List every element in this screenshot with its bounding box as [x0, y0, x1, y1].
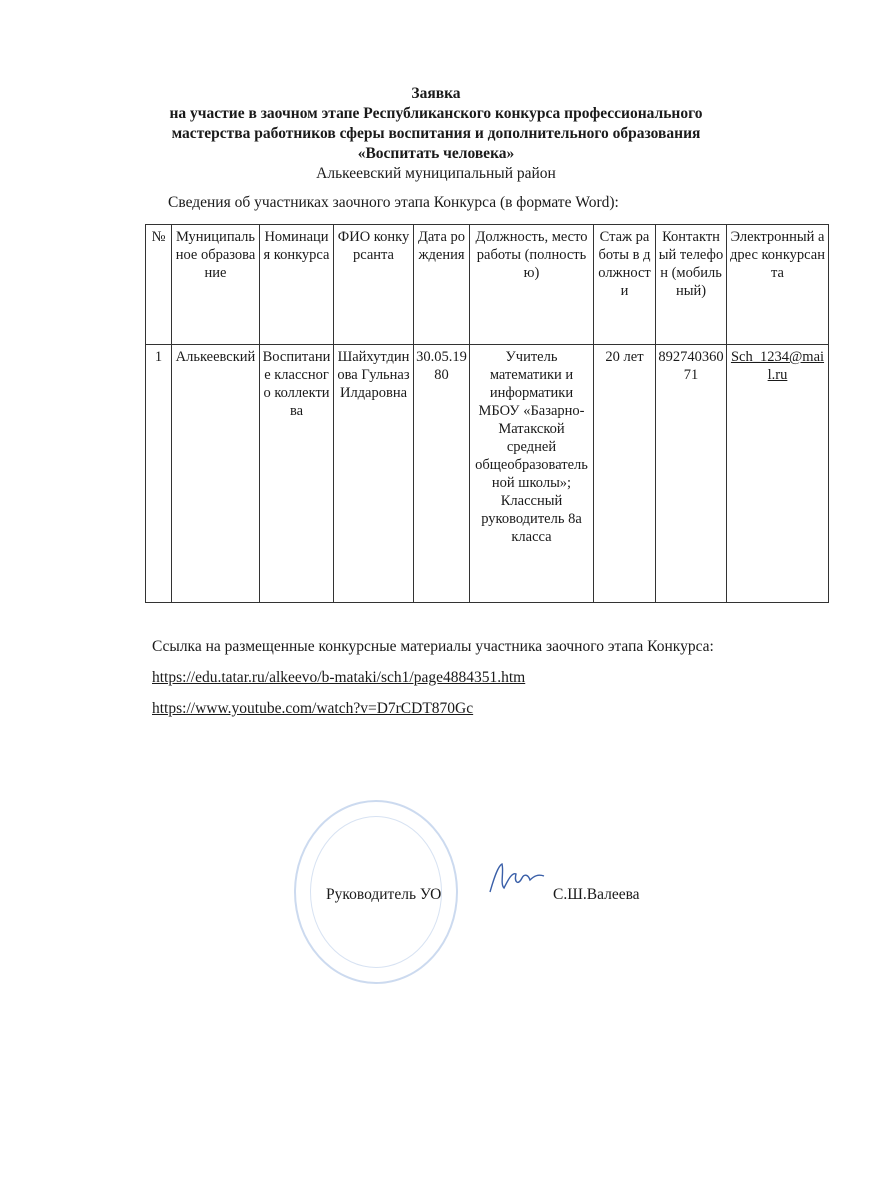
- subtitle-line-2: мастерства работников сферы воспитания и дополнительного образования: [171, 125, 701, 142]
- cell-position: Учитель математики и информатики МБОУ «Базарно-Матакской средней общеобразовательной школы»; Классный руководитель 8а класса: [470, 345, 594, 603]
- cell-full-name: Шайхутдинова Гульназ Илдаровна: [334, 345, 414, 603]
- materials-link[interactable]: https://edu.tatar.ru/alkeevo/b-mataki/sch1/page4884351.htm: [152, 669, 526, 686]
- header-position: Должность, место работы (полностью): [470, 225, 594, 345]
- header-municipality: Муниципальное образование: [172, 225, 260, 345]
- handwritten-signature: [484, 858, 548, 898]
- signatory-name: С.Ш.Валеева: [553, 886, 640, 903]
- document-header: [0, 84, 872, 184]
- document-title: Заявка: [411, 85, 461, 102]
- table-header-row: [146, 225, 829, 345]
- links-label: Ссылка на размещенные конкурсные материалы участника заочного этапа Конкурса:: [152, 638, 714, 655]
- header-full-name: ФИО конкурсанта: [334, 225, 414, 345]
- header-email: Электронный адрес конкурсанта: [727, 225, 829, 345]
- header-number: №: [146, 225, 172, 345]
- video-link[interactable]: https://www.youtube.com/watch?v=D7rCDT870Gc: [152, 700, 474, 717]
- header-phone: Контактный телефон (мобильный): [656, 225, 727, 345]
- email-link[interactable]: Sch_1234@mail.ru: [730, 349, 825, 383]
- cell-birth-date: 30.05.1980: [414, 345, 470, 603]
- participants-table: [145, 224, 829, 603]
- materials-links: [152, 637, 714, 730]
- signature-block: [0, 800, 872, 1000]
- cell-experience: 20 лет: [594, 345, 656, 603]
- table-row: [146, 345, 829, 603]
- cell-number: 1: [146, 345, 172, 603]
- signatory-role: Руководитель УО: [326, 886, 442, 903]
- cell-phone: 89274036071: [656, 345, 727, 603]
- subtitle-line-1: на участие в заочном этапе Республиканского конкурса профессионального: [169, 105, 703, 122]
- cell-nomination: Воспитание классного коллектива: [260, 345, 334, 603]
- cell-municipality: Алькеевский: [172, 345, 260, 603]
- header-experience: Стаж работы в должности: [594, 225, 656, 345]
- district-name: Алькеевский муниципальный район: [316, 165, 556, 182]
- header-birth-date: Дата рождения: [414, 225, 470, 345]
- contest-name: «Воспитать человека»: [357, 145, 515, 162]
- cell-email: [727, 345, 829, 603]
- table-intro: Сведения об участниках заочного этапа Конкурса (в формате Word):: [168, 194, 619, 211]
- header-nomination: Номинация конкурса: [260, 225, 334, 345]
